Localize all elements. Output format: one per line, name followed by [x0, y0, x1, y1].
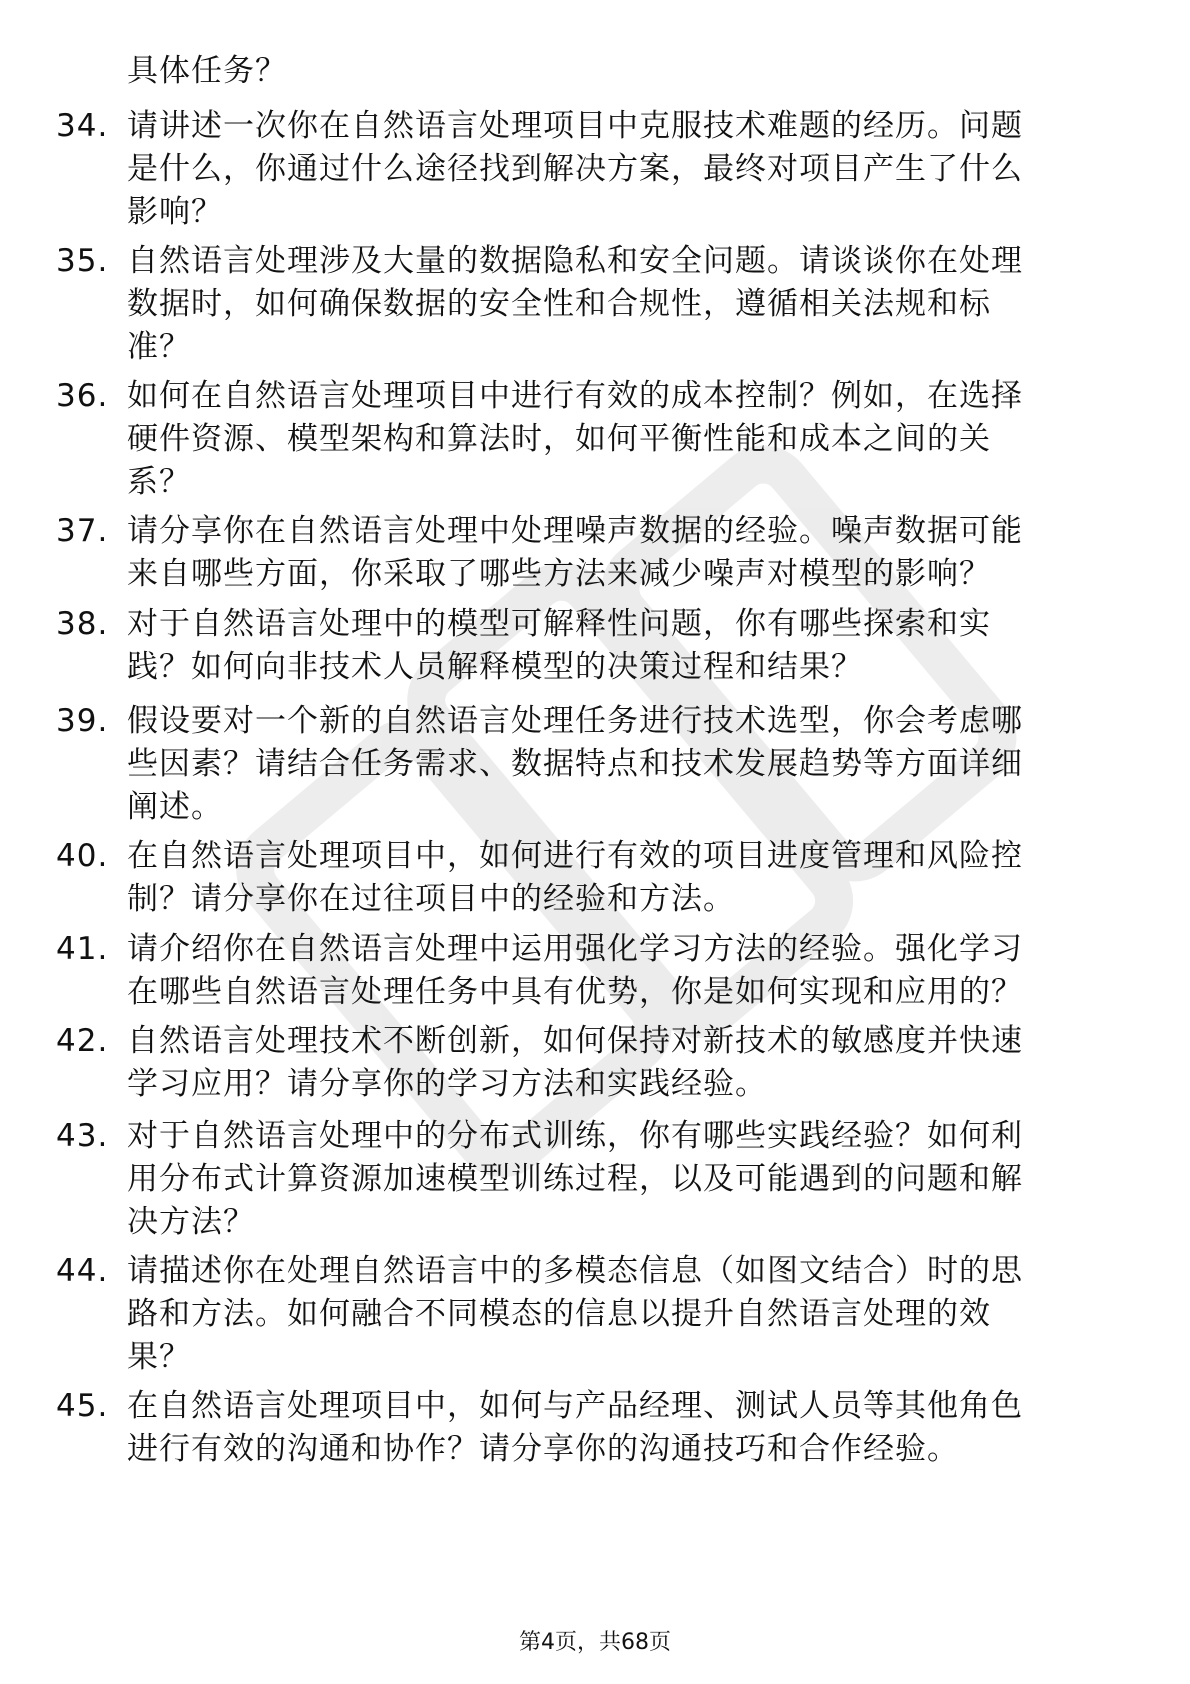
- question-number: 35.: [56, 243, 109, 279]
- question-item: [56, 835, 1116, 921]
- question-text: 对于自然语言处理中的分布式训练，你有哪些实践经验？如何利 用分布式计算资源加速模型训练过程，以及可能遇到的问题和解 决方法？: [127, 1118, 1023, 1240]
- question-item: [56, 1385, 1116, 1471]
- question-text: 假设要对一个新的自然语言处理任务进行技术选型，你会考虑哪 些因素？请结合任务需求、数据特点和技术发展趋势等方面详细 阐述。: [127, 703, 1023, 825]
- question-number: 36.: [56, 378, 109, 414]
- question-number: 39.: [56, 703, 109, 739]
- question-text: 在自然语言处理项目中，如何进行有效的项目进度管理和风险控 制？请分享你在过往项目中的经验和方法。: [127, 838, 1023, 917]
- question-number: 40.: [56, 838, 109, 874]
- question-text: 请描述你在处理自然语言中的多模态信息（如图文结合）时的思 路和方法。如何融合不同模态的信息以提升自然语言处理的效 果？: [127, 1253, 1023, 1375]
- question-text: 如何在自然语言处理项目中进行有效的成本控制？例如，在选择 硬件资源、模型架构和算法时，如何平衡性能和成本之间的关 系？: [127, 378, 1023, 500]
- question-text: 自然语言处理技术不断创新，如何保持对新技术的敏感度并快速 学习应用？请分享你的学习方法和实践经验。: [127, 1023, 1023, 1102]
- question-number: 34.: [56, 108, 109, 144]
- question-number: 44.: [56, 1253, 109, 1289]
- question-text: 请分享你在自然语言处理中处理噪声数据的经验。噪声数据可能 来自哪些方面，你采取了哪些方法来减少噪声对模型的影响？: [127, 513, 1023, 592]
- question-item: [56, 1020, 1116, 1106]
- question-number: 37.: [56, 513, 109, 549]
- continued-text: 具体任务？: [127, 53, 287, 89]
- question-item: [56, 375, 1116, 504]
- question-item: [56, 700, 1116, 829]
- question-item: [56, 1115, 1116, 1244]
- question-number: 41.: [56, 931, 109, 967]
- page-footer: 第4页，共68页: [519, 1630, 671, 1655]
- question-item: [56, 603, 1116, 689]
- question-number: 43.: [56, 1118, 109, 1154]
- question-text: 请讲述一次你在自然语言处理项目中克服技术难题的经历。问题 是什么，你通过什么途径找到解决方案，最终对项目产生了什么 影响？: [127, 108, 1023, 230]
- question-item: [56, 1250, 1116, 1379]
- question-number: 45.: [56, 1388, 109, 1424]
- question-item: [56, 240, 1116, 369]
- question-number: 42.: [56, 1023, 109, 1059]
- question-text: 请介绍你在自然语言处理中运用强化学习方法的经验。强化学习 在哪些自然语言处理任务中具有优势，你是如何实现和应用的？: [127, 931, 1023, 1010]
- question-item: [56, 510, 1116, 596]
- question-item: [56, 928, 1116, 1014]
- question-item: [56, 105, 1116, 234]
- question-text: 对于自然语言处理中的模型可解释性问题，你有哪些探索和实 践？如何向非技术人员解释模型的决策过程和结果？: [127, 606, 991, 685]
- question-number: 38.: [56, 606, 109, 642]
- question-text: 自然语言处理涉及大量的数据隐私和安全问题。请谈谈你在处理 数据时，如何确保数据的安全性和合规性，遵循相关法规和标 准？: [127, 243, 1023, 365]
- question-text: 在自然语言处理项目中，如何与产品经理、测试人员等其他角色 进行有效的沟通和协作？请分享你的沟通技巧和合作经验。: [127, 1388, 1023, 1467]
